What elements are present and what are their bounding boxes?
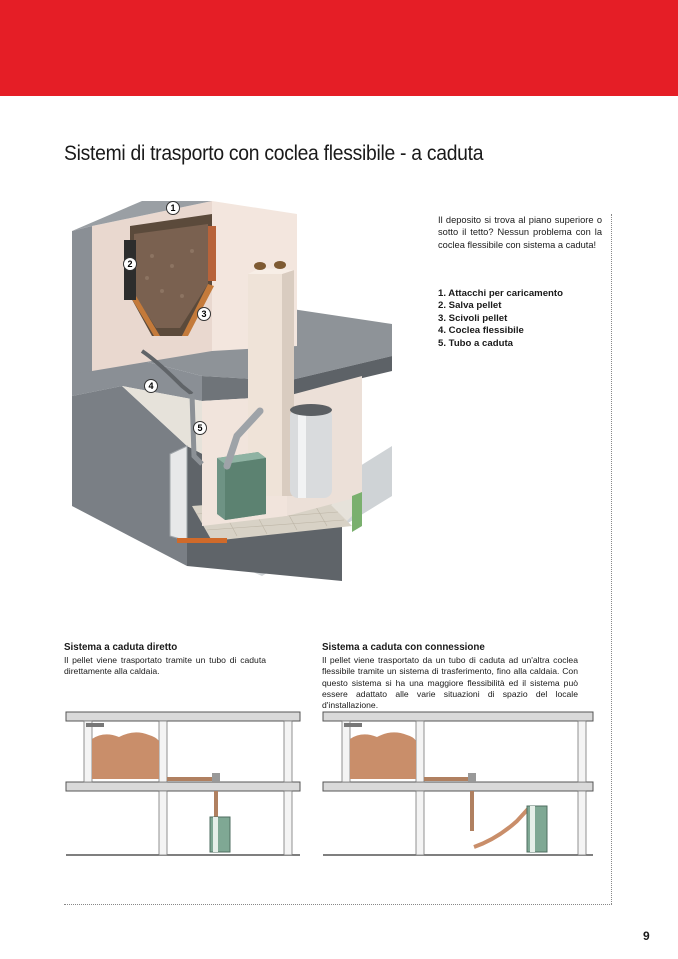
page-number: 9 bbox=[643, 929, 650, 943]
callout-2: 2 bbox=[127, 259, 133, 269]
header-band bbox=[0, 0, 678, 96]
diagram-direct-drop bbox=[64, 709, 304, 859]
legend-item: 3. Scivoli pellet bbox=[438, 312, 508, 324]
legend-item: 2. Salva pellet bbox=[438, 300, 502, 312]
callout-1: 1 bbox=[170, 203, 176, 213]
section-text-connection: Il pellet viene trasportato da un tubo di caduta ad un'altra coclea flessibile tramite un sistema di trasferimento, fino alla caldaia. Con questo sistema si ha una maggiore flessibilità ed il sistema può essere adattato alle varie situazioni di spazio del locale d'installazione. bbox=[322, 655, 578, 711]
section-text-direct: Il pellet viene trasportato tramite un tubo di caduta direttamente alla caldaia. bbox=[64, 655, 266, 677]
diagram-drop-with-connection bbox=[322, 709, 594, 859]
callout-3: 3 bbox=[201, 309, 207, 319]
dotted-divider-vertical bbox=[611, 214, 612, 904]
intro-text: Il deposito si trova al piano superiore o sotto il tetto? Nessun problema con la coclea flessibile con sistema a caduta! bbox=[438, 215, 602, 250]
legend-item: 4. Coclea flessibile bbox=[438, 325, 524, 337]
legend-item: 5. Tubo a caduta bbox=[438, 337, 513, 349]
section-title-direct: Sistema a caduta diretto bbox=[64, 642, 178, 653]
legend-item: 1. Attacchi per caricamento bbox=[438, 288, 563, 299]
dotted-divider-horizontal bbox=[64, 904, 612, 905]
page-title: Sistemi di trasporto con coclea flessibile - a caduta bbox=[64, 142, 484, 165]
boiler-room-illustration bbox=[62, 196, 402, 588]
callout-5: 5 bbox=[197, 423, 203, 433]
callout-4: 4 bbox=[148, 381, 154, 391]
section-title-connection: Sistema a caduta con connessione bbox=[322, 642, 485, 653]
legend-list bbox=[438, 288, 563, 350]
